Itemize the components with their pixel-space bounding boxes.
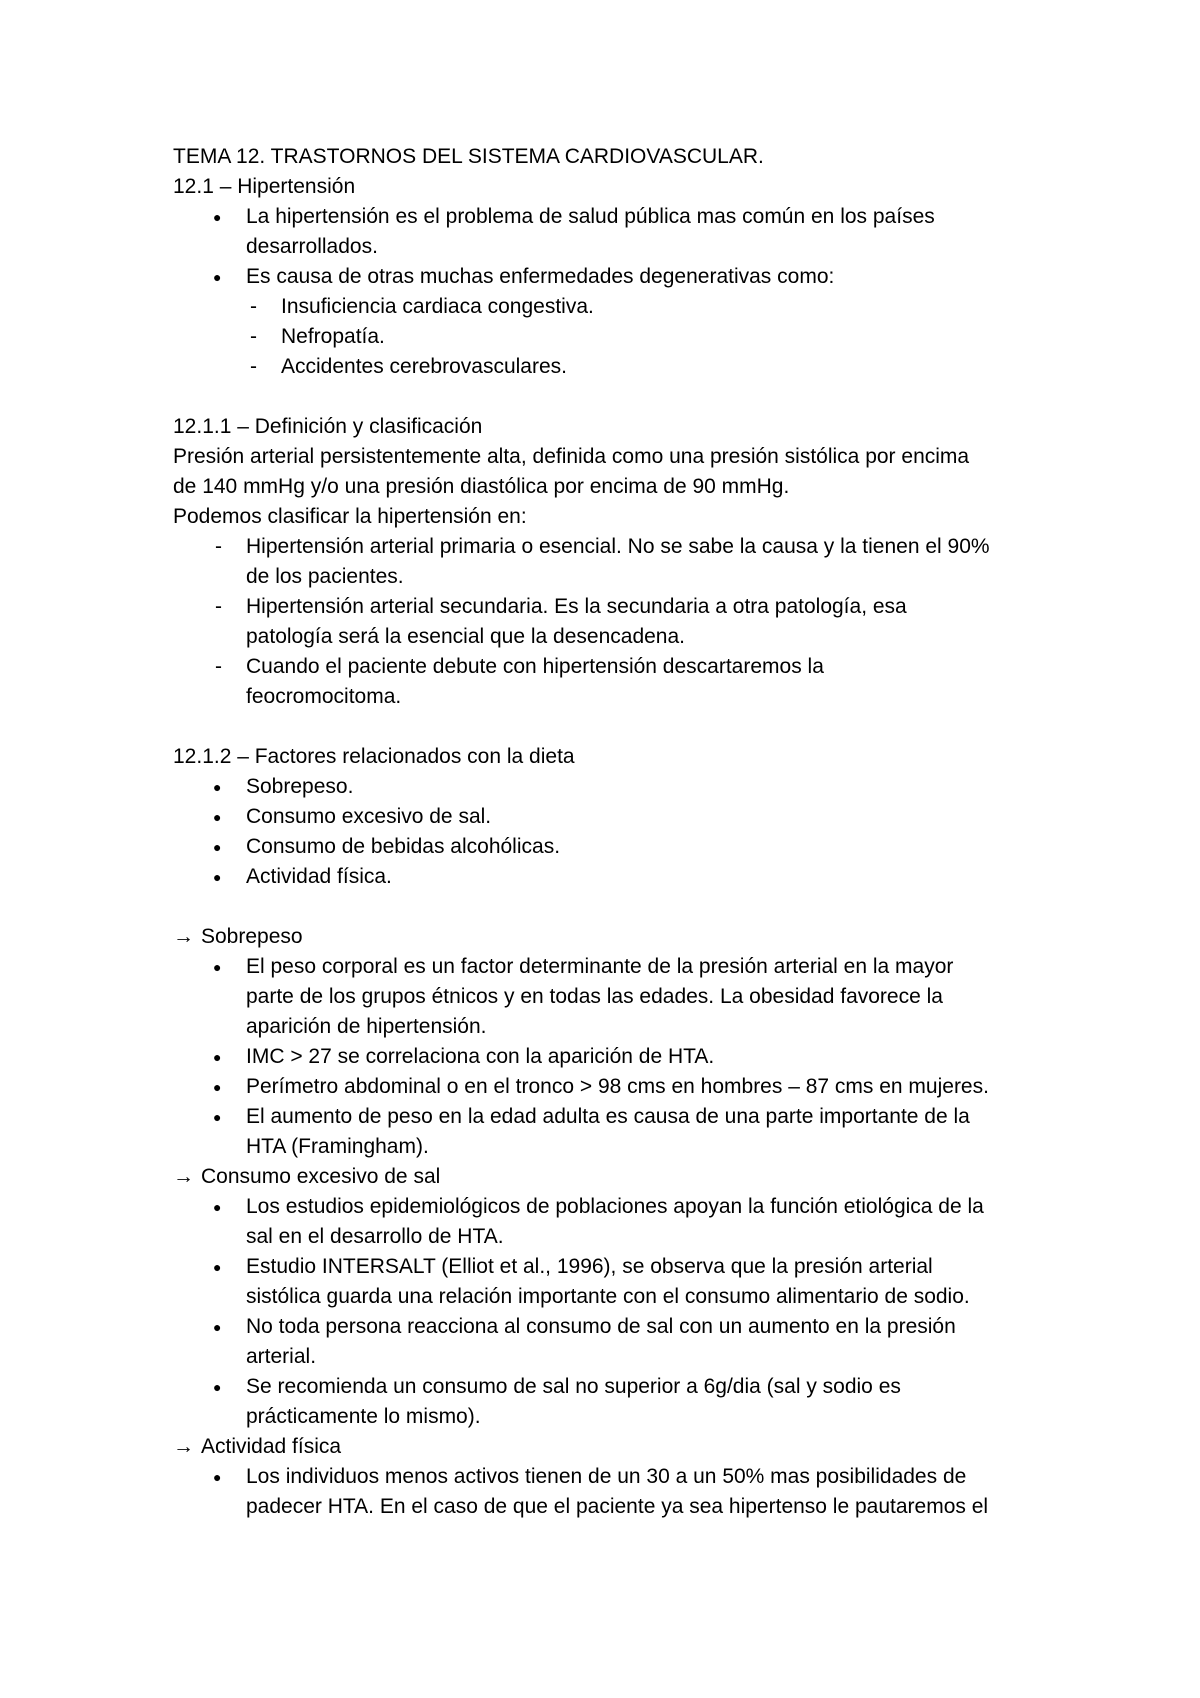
text-line: parte de los grupos étnicos y en todas las edades. La obesidad favorece la	[246, 985, 943, 1008]
bullet-list	[173, 1192, 1053, 1432]
arrow-right-icon: →	[173, 1435, 194, 1458]
bullet-item	[173, 1252, 1053, 1312]
text-line: - Cuando el paciente debute con hipertensión descartaremos la	[246, 655, 824, 678]
subsection-heading-label: Sobrepeso	[201, 925, 303, 948]
text-line: ● Perímetro abdominal o en el tronco > 98 cms en hombres – 87 cms en mujeres.	[246, 1075, 989, 1098]
subsection-heading-label: Actividad física	[201, 1435, 342, 1458]
bullet-item	[173, 1462, 1053, 1522]
bullet-item	[173, 1192, 1053, 1252]
bullet-item	[173, 1042, 1053, 1072]
dash-item	[173, 532, 1053, 592]
bullet-item: ● Actividad física.	[173, 862, 1053, 892]
text-line: sal en el desarrollo de HTA.	[246, 1225, 504, 1248]
text-line: ● El aumento de peso en la edad adulta es causa de una parte importante de la	[246, 1105, 970, 1128]
dash-list	[173, 532, 1053, 712]
text-line: Podemos clasificar la hipertensión en:	[173, 505, 527, 528]
text-line: feocromocitoma.	[246, 685, 402, 708]
spacer	[173, 382, 1053, 412]
bullet-item	[173, 202, 1053, 262]
text-line: aparición de hipertensión.	[246, 1015, 487, 1038]
dash-item	[173, 652, 1053, 712]
dash-list	[173, 292, 1053, 382]
bullet-item	[173, 262, 1053, 292]
bullet-item: ● Consumo de bebidas alcohólicas.	[173, 832, 1053, 862]
text-line: desarrollados.	[246, 235, 378, 258]
text-line: ● IMC > 27 se correlaciona con la aparición de HTA.	[246, 1045, 715, 1068]
subsection-heading	[173, 922, 1053, 952]
text-line: - Hipertensión arterial primaria o esencial. No se sabe la causa y la tienen el 90%	[246, 535, 990, 558]
text-line: ● Es causa de otras muchas enfermedades degenerativas como:	[246, 265, 835, 288]
text-line: ● Se recomienda un consumo de sal no superior a 6g/dia (sal y sodio es	[246, 1375, 901, 1398]
dash-item	[173, 592, 1053, 652]
text-line: prácticamente lo mismo).	[246, 1405, 481, 1428]
text-line: ● Estudio INTERSALT (Elliot et al., 1996), se observa que la presión arterial	[246, 1255, 933, 1278]
bullet-item: ● Sobrepeso.	[173, 772, 1053, 802]
bullet-item	[173, 952, 1053, 1042]
subsection-heading	[173, 1162, 1053, 1192]
text-line: ● La hipertensión es el problema de salud pública mas común en los países	[246, 205, 935, 228]
bullet-list	[173, 1462, 1053, 1522]
bullet-list	[173, 952, 1053, 1162]
text-line: de los pacientes.	[246, 565, 404, 588]
text-line: de 140 mmHg y/o una presión diastólica por encima de 90 mmHg.	[173, 475, 790, 498]
arrow-right-icon: →	[173, 1165, 194, 1188]
dash-item: - Nefropatía.	[173, 322, 1053, 352]
text-line: ● Los estudios epidemiológicos de poblaciones apoyan la función etiológica de la	[246, 1195, 984, 1218]
section-heading: 12.1.1 – Definición y clasificación	[173, 415, 483, 438]
text-line: padecer HTA. En el caso de que el paciente ya sea hipertenso le pautaremos el	[246, 1495, 989, 1518]
bullet-item	[173, 1312, 1053, 1372]
dash-item: - Accidentes cerebrovasculares.	[173, 352, 1053, 382]
text-line: patología será la esencial que la desencadena.	[246, 625, 685, 648]
spacer	[173, 712, 1053, 742]
bullet-item	[173, 1102, 1053, 1162]
subsection-heading-label: Consumo excesivo de sal	[201, 1165, 441, 1188]
dash-item: - Insuficiencia cardiaca congestiva.	[173, 292, 1053, 322]
bullet-item	[173, 1372, 1053, 1432]
bullet-list	[173, 772, 1053, 892]
document-body	[173, 142, 1053, 1522]
text-line: - Hipertensión arterial secundaria. Es la secundaria a otra patología, esa	[246, 595, 907, 618]
spacer	[173, 892, 1053, 922]
text-line: HTA (Framingham).	[246, 1135, 429, 1158]
text-line: ● El peso corporal es un factor determinante de la presión arterial en la mayor	[246, 955, 954, 978]
text-line: sistólica guarda una relación importante con el consumo alimentario de sodio.	[246, 1285, 970, 1308]
section-heading: 12.1.2 – Factores relacionados con la dieta	[173, 745, 575, 768]
bullet-item	[173, 1072, 1053, 1102]
section-heading: 12.1 – Hipertensión	[173, 175, 356, 198]
document-title: TEMA 12. TRASTORNOS DEL SISTEMA CARDIOVASCULAR.	[173, 145, 764, 168]
subsection-heading	[173, 1432, 1053, 1462]
text-line: Presión arterial persistentemente alta, definida como una presión sistólica por encima	[173, 445, 970, 468]
text-line: ● Los individuos menos activos tienen de un 30 a un 50% mas posibilidades de	[246, 1465, 967, 1488]
text-line: arterial.	[246, 1345, 317, 1368]
text-line: ● No toda persona reacciona al consumo de sal con un aumento en la presión	[246, 1315, 956, 1338]
bullet-item: ● Consumo excesivo de sal.	[173, 802, 1053, 832]
arrow-right-icon: →	[173, 925, 194, 948]
bullet-list	[173, 202, 1053, 292]
